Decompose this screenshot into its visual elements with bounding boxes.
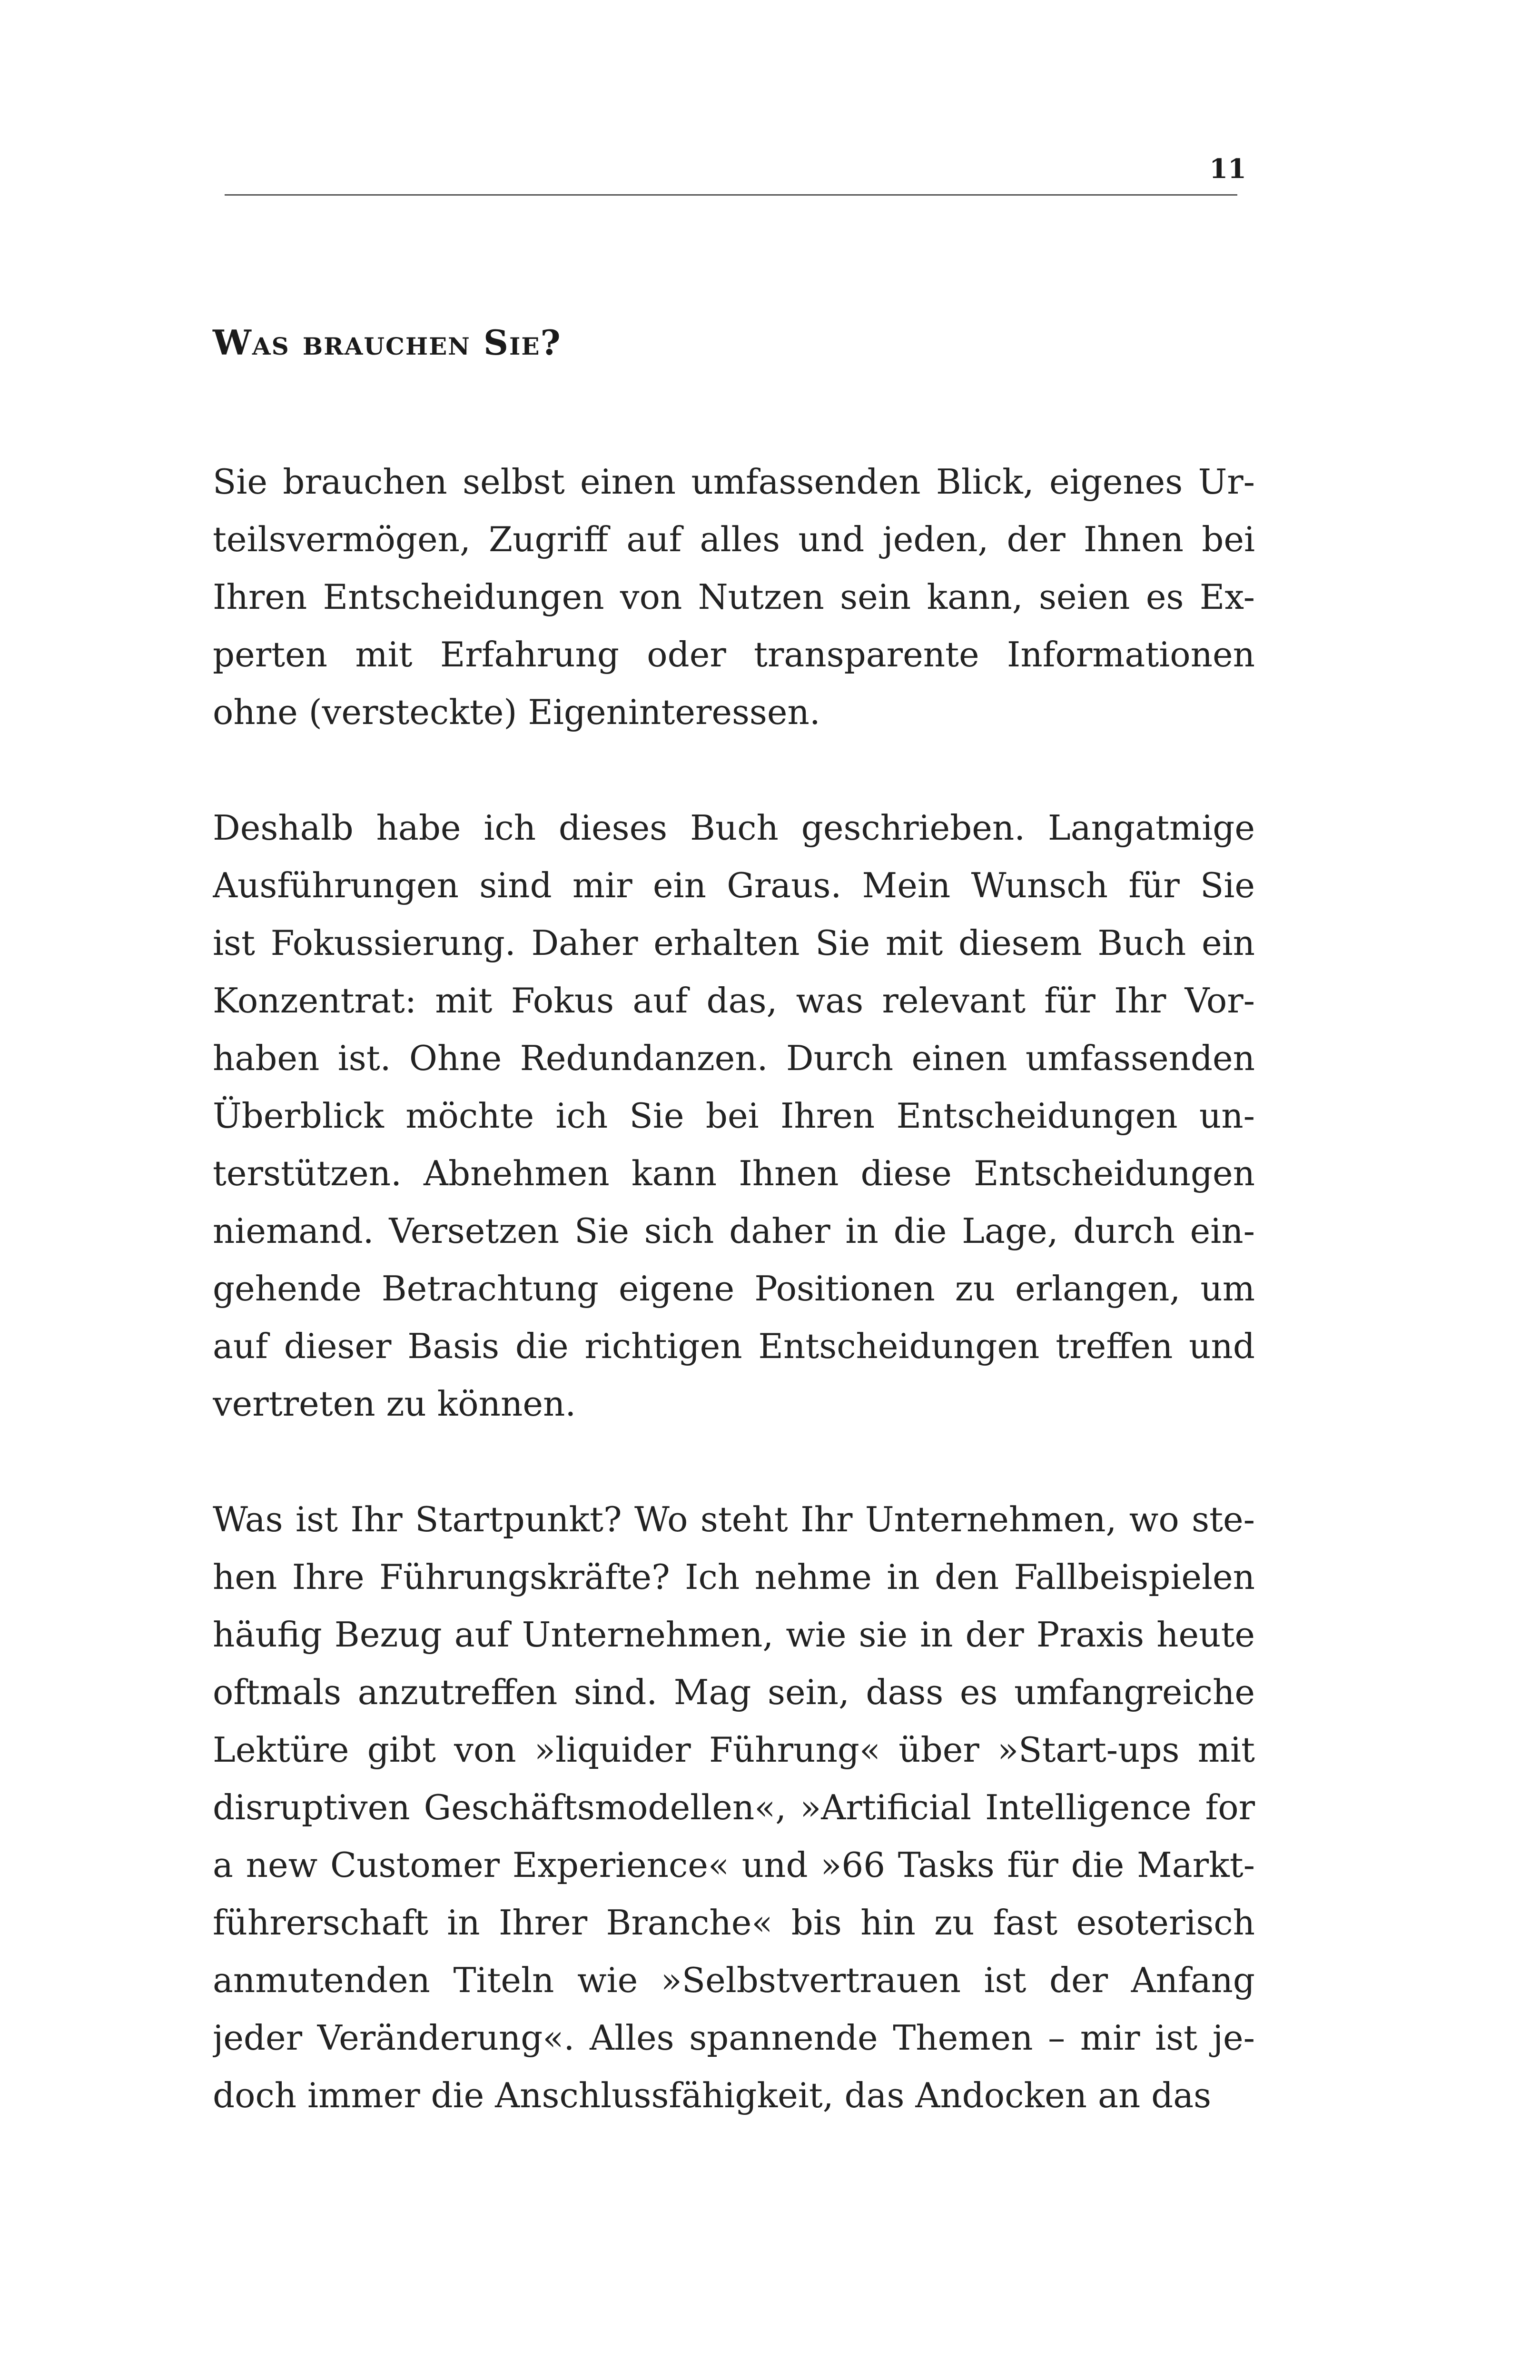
text-line: a new Customer Experience« und »66 Tasks für die Markt-: [213, 1845, 1255, 1885]
text-line: Sie brauchen selbst einen umfassenden Blick, eigenes Ur-: [213, 462, 1255, 502]
text-line: auf dieser Basis die richtigen Entscheidungen treffen und: [213, 1326, 1255, 1366]
paragraph: [213, 1491, 1255, 2124]
text-line: führerschaft in Ihrer Branche« bis hin zu fast esoterisch: [213, 1903, 1255, 1943]
text-line: Was ist Ihr Startpunkt? Wo steht Ihr Unternehmen, wo ste-: [213, 1499, 1255, 1539]
text-line: Ihren Entscheidungen von Nutzen sein kann, seien es Ex-: [213, 577, 1255, 617]
text-line: gehende Betrachtung eigene Positionen zu erlangen, um: [213, 1269, 1255, 1309]
text-line: disruptiven Geschäftsmodellen«, »Artificial Intelligence for: [213, 1787, 1255, 1827]
text-line: oftmals anzutreffen sind. Mag sein, dass es umfangreiche: [213, 1672, 1255, 1712]
paragraph: [213, 453, 1255, 741]
text-line: hen Ihre Führungskräfte? Ich nehme in den Fallbeispielen: [213, 1557, 1255, 1597]
text-line: ohne (versteckte) Eigeninteressen.: [213, 692, 820, 732]
text-line: haben ist. Ohne Redundanzen. Durch einen umfassenden: [213, 1038, 1255, 1078]
text-line: vertreten zu können.: [213, 1384, 576, 1424]
text-line: niemand. Versetzen Sie sich daher in die Lage, durch ein-: [213, 1211, 1255, 1251]
text-line: Überblick möchte ich Sie bei Ihren Entscheidungen un-: [213, 1096, 1255, 1136]
text-line: ist Fokussierung. Daher erhalten Sie mit diesem Buch ein: [213, 923, 1255, 963]
text-line: Lektüre gibt von »liquider Führung« über »Start-ups mit: [213, 1730, 1255, 1770]
text-line: terstützen. Abnehmen kann Ihnen diese Entscheidungen: [213, 1153, 1255, 1193]
text-line: Konzentrat: mit Fokus auf das, was relevant für Ihr Vor-: [213, 981, 1255, 1021]
page-body: [213, 314, 1255, 2124]
section-heading: Was brauchen Sie?: [213, 322, 562, 363]
text-line: Ausführungen sind mir ein Graus. Mein Wunsch für Sie: [213, 865, 1255, 905]
text-line: Deshalb habe ich dieses Buch geschrieben. Langatmige: [213, 808, 1255, 848]
text-line: häufig Bezug auf Unternehmen, wie sie in der Praxis heute: [213, 1615, 1255, 1655]
paragraph: [213, 799, 1255, 1433]
text-line: doch immer die Anschlussfähigkeit, das Andocken an das: [213, 2075, 1212, 2115]
text-line: teilsvermögen, Zugriff auf alles und jeden, der Ihnen bei: [213, 519, 1255, 559]
text-line: anmutenden Titeln wie »Selbstvertrauen ist der Anfang: [213, 1960, 1255, 2000]
page-number: 11: [1209, 153, 1246, 185]
header-rule: [225, 194, 1237, 196]
text-line: jeder Veränderung«. Alles spannende Themen – mir ist je-: [213, 2018, 1255, 2058]
text-line: perten mit Erfahrung oder transparente Informationen: [213, 635, 1255, 674]
paragraphs: [213, 453, 1255, 2124]
